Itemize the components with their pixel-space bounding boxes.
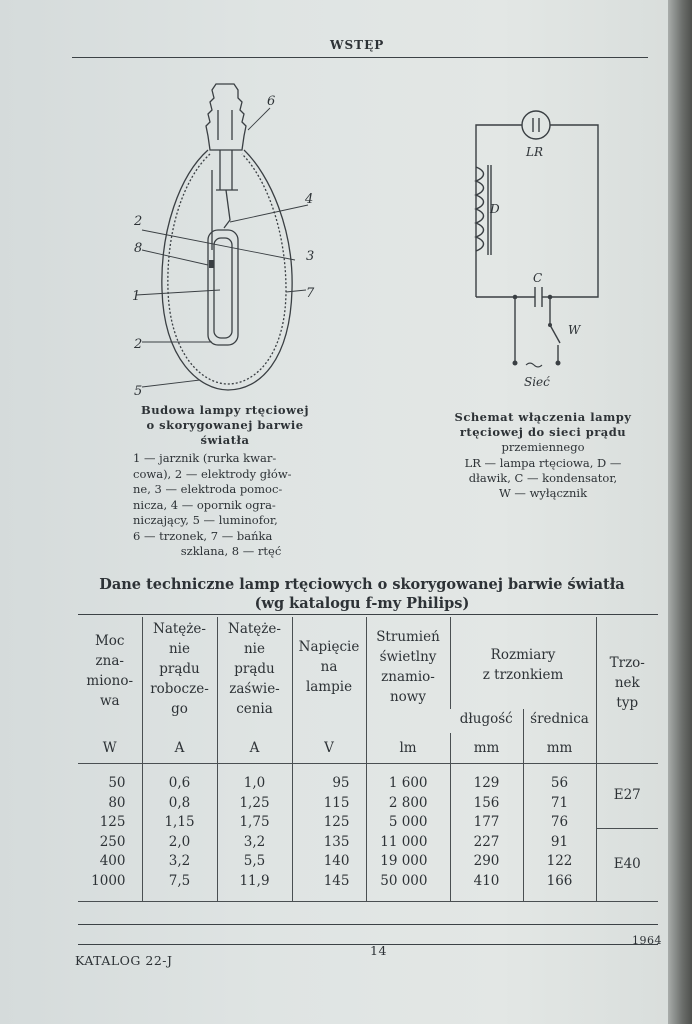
- unit-power: W: [102, 740, 117, 756]
- lamp-legend-line: ne, 3 — elektroda pomoc-: [133, 482, 283, 496]
- lamp-caption: [115, 403, 335, 448]
- switch-symbol: [550, 325, 560, 343]
- label-c: C: [533, 271, 543, 285]
- circuit-caption: [438, 410, 648, 455]
- unit-flux: lm: [366, 733, 450, 764]
- circuit-caption-line-2: rtęciowej do sieci prądu: [459, 425, 627, 439]
- col-length-header: długość: [459, 711, 513, 727]
- footer-year: 1964: [632, 934, 662, 947]
- table-title-line-1: Dane techniczne lamp rtęciowych o skorygowanej barwie światła: [99, 576, 625, 593]
- footer-rule-2: [78, 944, 658, 945]
- lamp-legend-line: niczający, 5 — luminofor,: [133, 513, 278, 527]
- flux-values: 1 600 2 800 5 000 11 000 19 000 50 000: [366, 764, 450, 902]
- label-7: 7: [306, 286, 315, 301]
- label-2-bottom: 2: [134, 337, 143, 352]
- cap-type-e27: E27: [597, 764, 659, 829]
- footer-rule-1: [78, 924, 658, 925]
- page-edge-shadow: [668, 0, 692, 1024]
- table-header-row: [78, 617, 658, 709]
- col-operating-current-header: Natęże- nie prądu robocze- go: [142, 617, 217, 733]
- table-top-rule: [78, 614, 658, 615]
- running-title: WSTĘP: [330, 38, 385, 52]
- ignition-current-values: 1,0 1,25 1,75 3,2 5,5 11,9: [217, 764, 292, 902]
- unit-ignition-current: A: [217, 733, 292, 764]
- label-8: 8: [134, 241, 143, 256]
- label-d: D: [490, 202, 500, 216]
- lamp-base-outline: [206, 84, 246, 150]
- diameter-values: 56 71 76 91 122 166: [523, 764, 596, 902]
- lamp-legend-line: szklana, 8 — rtęć: [180, 544, 282, 558]
- unit-operating-current: A: [142, 733, 217, 764]
- choke-symbol: [476, 167, 484, 251]
- label-3: 3: [306, 249, 315, 264]
- col-power-header: Moc zna- miono- wa: [86, 633, 134, 709]
- header-rule: [72, 57, 648, 58]
- label-siec: Sieć: [524, 375, 550, 389]
- table-units-row: [78, 733, 658, 764]
- col-dimensions-header: Rozmiary z trzonkiem: [450, 617, 596, 709]
- col-ignition-current-header: Natęże- nie prądu zaświe- cenia: [217, 617, 292, 733]
- label-lr: LR: [526, 145, 544, 159]
- circuit-legend: [438, 456, 648, 501]
- circuit-caption-line-3: przemiennego: [501, 440, 585, 454]
- col-voltage-header: Napięcie na lampie: [292, 617, 366, 733]
- label-6: 6: [267, 94, 276, 109]
- operating-current-values: 0,6 0,8 1,15 2,0 3,2 7,5: [142, 764, 217, 902]
- lamp-legend: [133, 451, 329, 560]
- col-flux-header: Strumień świetlny znamio- nowy: [366, 617, 450, 733]
- table-title-line-2: (wg katalogu f-my Philips): [254, 595, 470, 612]
- lamp-caption-line-3: światła: [200, 433, 250, 447]
- lamp-symbol: [522, 111, 550, 139]
- lamp-legend-line: 6 — trzonek, 7 — bańka: [133, 528, 273, 543]
- label-2-top: 2: [134, 214, 143, 229]
- lamp-legend-line: 1 — jarznik (rurka kwar-: [133, 451, 277, 465]
- unit-voltage: V: [292, 733, 366, 764]
- cap-type-values: [596, 764, 658, 902]
- label-1: 1: [132, 289, 141, 304]
- lamp-caption-line-1: Budowa lampy rtęciowej: [141, 403, 309, 417]
- col-cap-type-header: Trzo- nek typ: [596, 617, 658, 764]
- circuit-caption-line-1: Schemat włączenia lampy: [454, 410, 632, 424]
- footer-catalog: KATALOG 22-J: [75, 953, 173, 968]
- power-values: 50 80 125 250 400 1000: [91, 775, 126, 889]
- label-4: 4: [305, 192, 314, 207]
- circuit-legend-line: LR — lampa rtęciowa, D —: [464, 456, 622, 470]
- lamp-drawing: [120, 80, 340, 400]
- table-data-row: [78, 764, 658, 902]
- cap-type-e40: E40: [613, 856, 641, 873]
- unit-diameter: mm: [523, 733, 596, 764]
- length-values: 129 156 177 227 290 410: [450, 764, 523, 902]
- voltage-values: 95 115 125 135 140 145: [292, 764, 366, 902]
- label-5: 5: [134, 384, 143, 399]
- circuit-diagram: [460, 105, 610, 395]
- technical-data-table: [78, 617, 658, 902]
- unit-length: mm: [450, 733, 523, 764]
- label-w: W: [568, 323, 581, 337]
- footer-page-number: 14: [370, 943, 387, 958]
- lamp-legend-line: nicza, 4 — opornik ogra-: [133, 497, 276, 512]
- lamp-legend-line: cowa), 2 — elektrody głów-: [133, 466, 292, 481]
- table-title: [60, 575, 664, 613]
- col-diameter-header: średnica: [523, 709, 596, 733]
- circuit-legend-line: dławik, C — kondensator,: [468, 471, 618, 485]
- circuit-legend-line: W — wyłącznik: [498, 486, 588, 500]
- lamp-caption-line-2: o skorygowanej barwie: [146, 418, 304, 432]
